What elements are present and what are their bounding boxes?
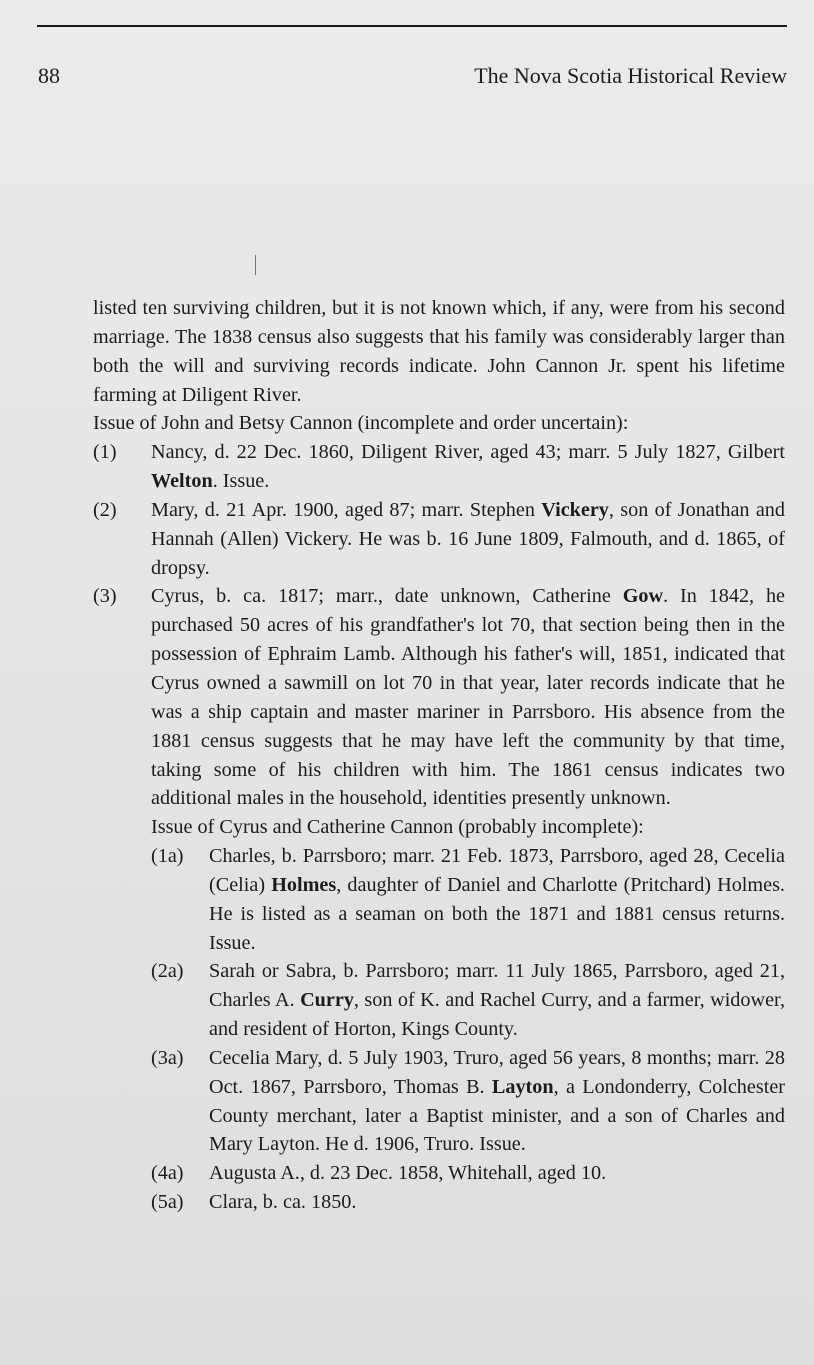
entry-body: [151, 582, 785, 813]
genealogy-subentry: [151, 957, 785, 1044]
entry-number: (2): [93, 498, 117, 521]
subentry-surname: Holmes: [271, 873, 337, 896]
genealogy-entry: [93, 582, 785, 813]
subentry-text: Cecelia Mary, d. 5 July 1903, Truro, aged 56 years, 8 months; marr. 28 Oct. 1867, Parrsboro, Thomas B.: [209, 1046, 785, 1098]
entry-number: (3): [93, 585, 117, 608]
running-head-journal-title: The Nova Scotia Historical Review: [474, 63, 787, 88]
entry-body: [151, 438, 785, 496]
article-text: [93, 294, 785, 1217]
genealogy-subentry: [151, 1188, 785, 1217]
entry-text: . In 1842, he purchased 50 acres of his grandfather's lot 70, that section being then in the possession of Ephraim Lamb. Although his father's will, 1851, indicated that Cyrus owned a sawmill on lot 70 in that year, later records indicate that he was a ship captain and master mariner in Parrsboro. His absence from the 1881 census suggests that he may have left the community by that time, taking some of his children with him. The 1861 census indicates two additional males in the household, identities presently unknown.: [151, 585, 786, 810]
scan-mark: [255, 255, 256, 275]
subentry-body: [209, 842, 785, 957]
subentry-body: [209, 1159, 785, 1188]
genealogy-subentry: [151, 1159, 785, 1188]
entry-text: . Issue.: [212, 470, 270, 493]
page-number: 88: [38, 63, 60, 88]
subentry-number: (4a): [151, 1162, 184, 1185]
subentry-text: Augusta A., d. 23 Dec. 1858, Whitehall, aged 10.: [209, 1162, 607, 1185]
subentry-number: (1a): [151, 845, 184, 868]
subentry-number: (2a): [151, 960, 184, 983]
entry-body: [151, 496, 785, 583]
entry-text: Nancy, d. 22 Dec. 1860, Diligent River, aged 43; marr. 5 July 1827, Gilbert: [151, 441, 785, 464]
genealogy-entry: [93, 496, 785, 583]
subentry-body: [209, 957, 785, 1044]
subentry-body: [209, 1188, 785, 1217]
subentry-surname: Layton: [491, 1075, 554, 1098]
intro-paragraph: listed ten surviving children, but it is not known which, if any, were from his second marriage. The 1838 census also suggests that his family was considerably larger than both the will and surviving records indicate. John Cannon Jr. spent his lifetime farming at Diligent River.: [93, 297, 785, 406]
entry-text: Cyrus, b. ca. 1817; marr., date unknown, Catherine: [151, 585, 623, 608]
issue-heading: Issue of John and Betsy Cannon (incomplete and order uncertain):: [93, 412, 629, 435]
subentry-text: , son of K. and Rachel Curry, and a farmer, widower, and resident of Horton, Kings County.: [209, 989, 785, 1041]
entry-number: (1): [93, 441, 117, 464]
header-rule: [37, 25, 787, 27]
subentry-text: Clara, b. ca. 1850.: [209, 1191, 357, 1214]
sub-issue-heading: Issue of Cyrus and Catherine Cannon (probably incomplete):: [151, 816, 644, 839]
genealogy-entry: [93, 438, 785, 496]
subentry-number: (3a): [151, 1046, 184, 1069]
genealogy-subentry: [151, 1044, 785, 1159]
entry-surname: Gow: [622, 585, 664, 608]
subentry-text: Charles, b. Parrsboro; marr. 21 Feb. 1873, Parrsboro, aged 28, Cecelia (Celia): [209, 845, 785, 896]
subentry-body: [209, 1044, 785, 1159]
subentry-text: , a Londonderry, Colchester County merchant, later a Baptist minister, and a son of Charles and Mary Layton. He d. 1906, Truro. Issue.: [209, 1075, 786, 1156]
subentry-text: Sarah or Sabra, b. Parrsboro; marr. 11 July 1865, Parrsboro, aged 21, Charles A.: [209, 960, 785, 1012]
genealogy-subentry: [151, 842, 785, 957]
entry-text: , son of Jonathan and Hannah (Allen) Vickery. He was b. 16 June 1809, Falmouth, and d. 1865, of dropsy.: [151, 498, 785, 579]
subentry-surname: Curry: [300, 989, 354, 1012]
entry-surname: Welton: [151, 470, 213, 493]
subentry-text: , daughter of Daniel and Charlotte (Pritchard) Holmes. He is listed as a seaman on both the 1871 and 1881 census returns. Issue.: [209, 873, 785, 954]
subentry-number: (5a): [151, 1191, 184, 1214]
entry-surname: Vickery: [541, 498, 609, 521]
entry-text: Mary, d. 21 Apr. 1900, aged 87; marr. Stephen: [151, 498, 542, 521]
